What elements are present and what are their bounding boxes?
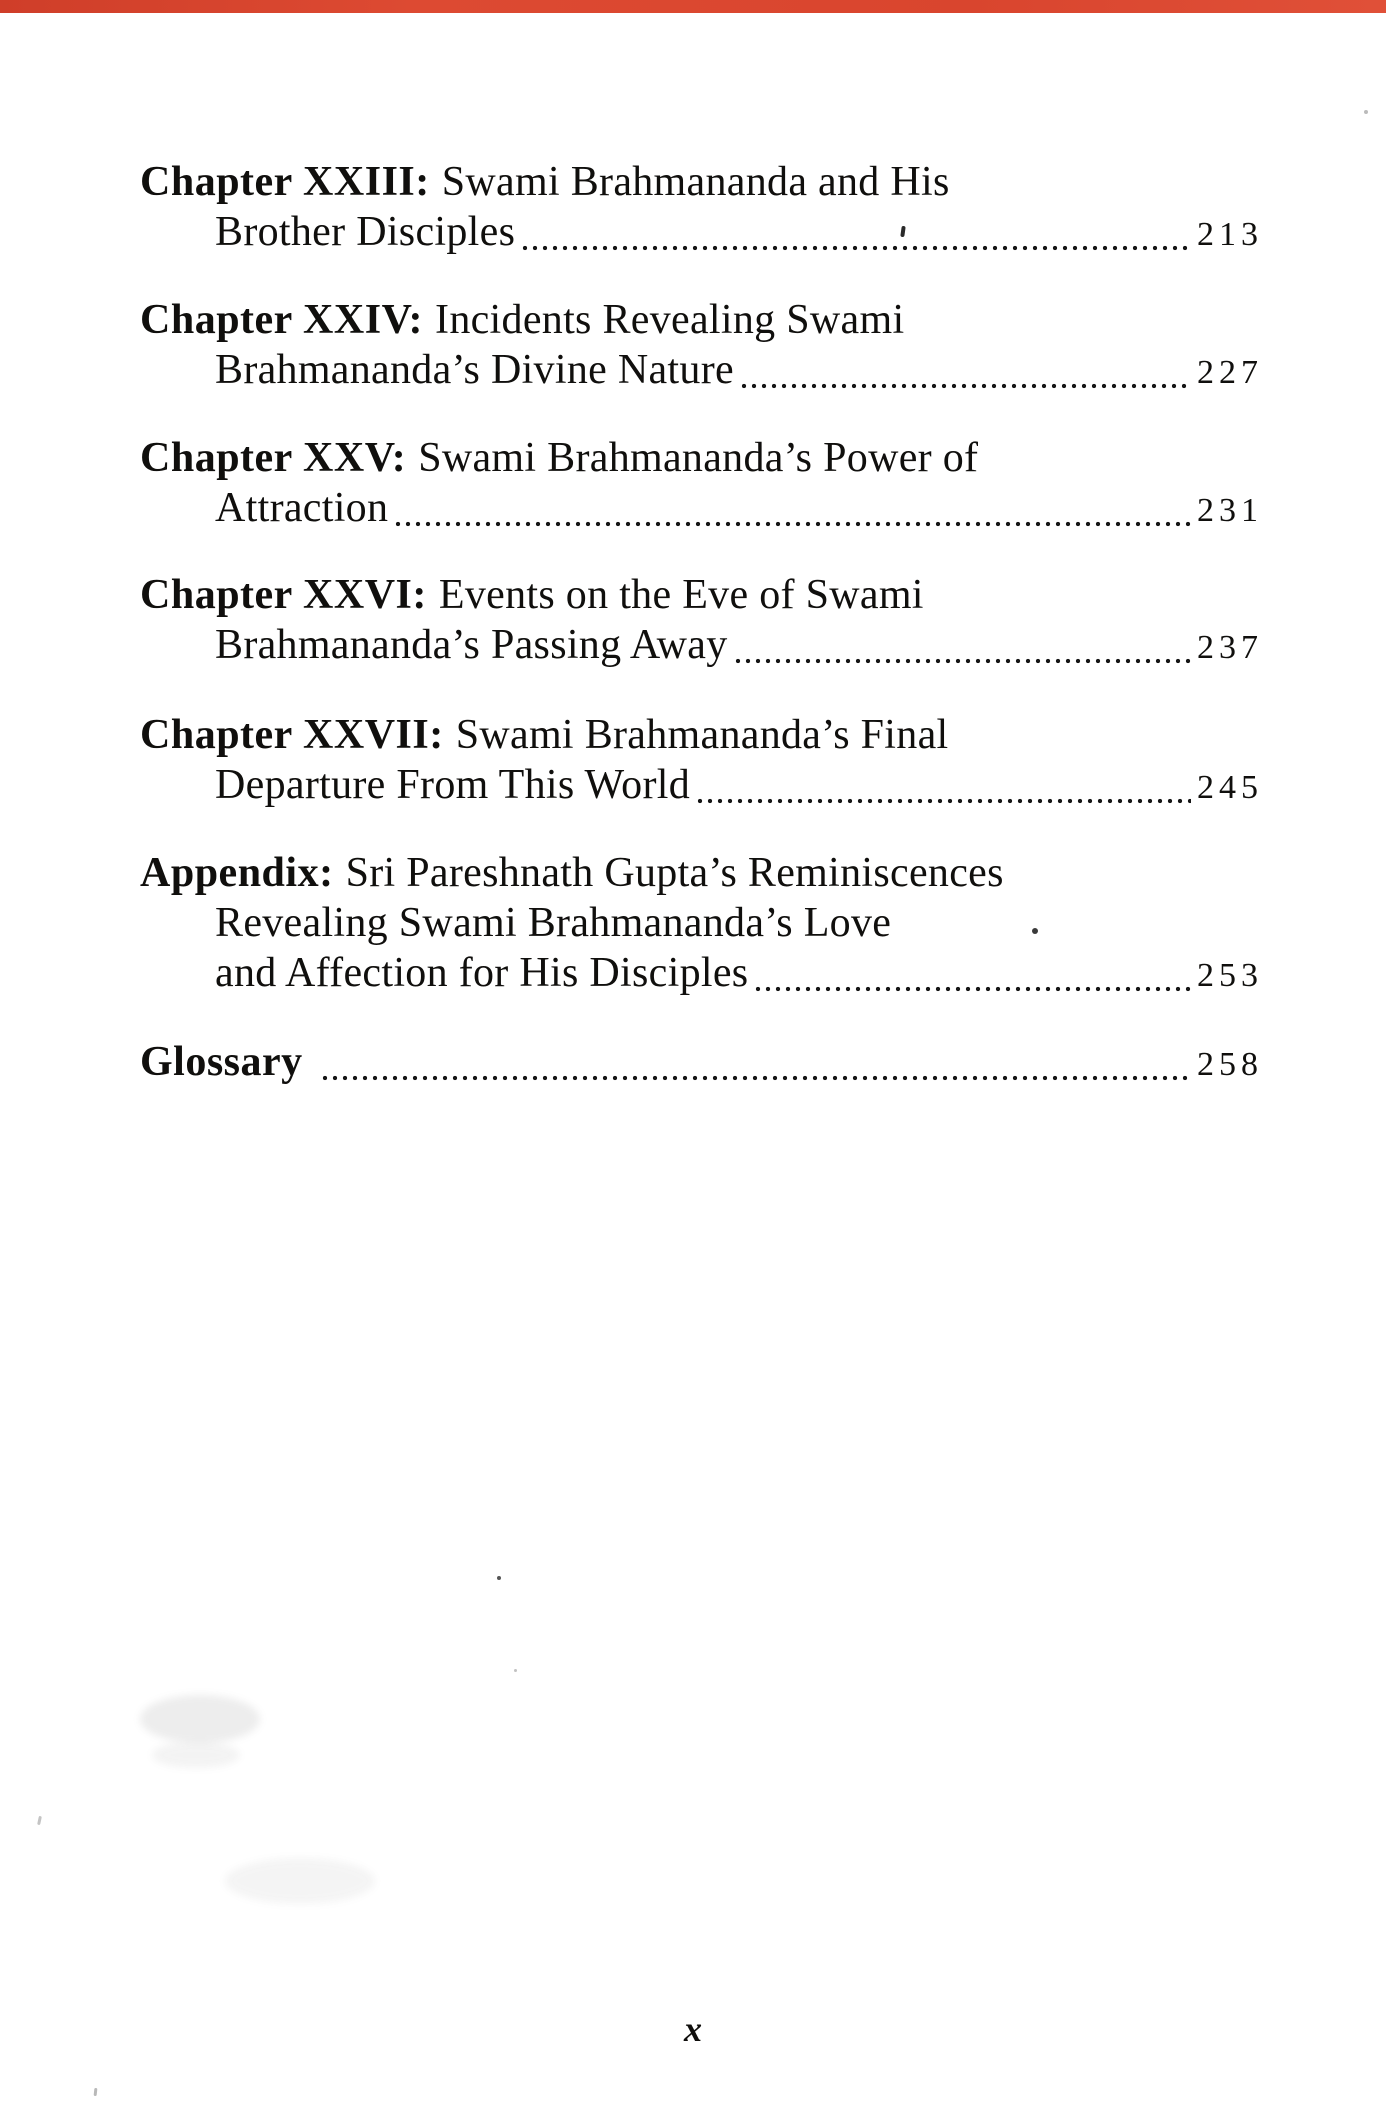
toc-entry-label: Chapter XXIII: (140, 159, 430, 205)
toc-page-number: 245 (1197, 769, 1263, 806)
toc-entry-title: Incidents Revealing Swami (435, 297, 905, 343)
toc-page-number: 227 (1197, 354, 1263, 391)
toc-entry (140, 1037, 1263, 1090)
toc-page-number: 231 (1197, 492, 1263, 529)
toc-entry-line (140, 1037, 1263, 1090)
scan-smudge (225, 1858, 375, 1904)
page-folio: x (684, 2009, 702, 2049)
toc-entry-title: Swami Brahmananda’s Final (455, 712, 949, 758)
toc-entry-title: Revealing Swami Brahmananda’s Love (215, 900, 892, 946)
toc-entry-title: Swami Brahmananda and His (441, 159, 950, 205)
toc-entry (140, 848, 1263, 1001)
dot-leader (733, 656, 1191, 666)
scan-speck (1364, 110, 1368, 114)
toc-page-number: 237 (1197, 629, 1263, 666)
scan-smudge (140, 1695, 260, 1743)
dot-leader (753, 984, 1191, 994)
toc-page-number: 258 (1197, 1046, 1263, 1083)
toc-entry-line (140, 207, 1263, 260)
toc-page-number: 213 (1197, 216, 1263, 253)
toc-entry-label: Chapter XXVI: (140, 572, 427, 618)
dot-leader (393, 519, 1191, 529)
toc-entry (140, 433, 1263, 536)
toc-entry-line (140, 848, 1258, 898)
toc-entry-line (140, 710, 1258, 760)
toc-entry-line (140, 620, 1263, 673)
toc-entry-title: Sri Pareshnath Gupta’s Reminiscences (345, 850, 1004, 896)
toc-entry (140, 157, 1263, 260)
scan-speck (94, 2088, 98, 2096)
scan-speck (37, 1816, 42, 1825)
toc-entry-label: Glossary (140, 1039, 303, 1085)
toc-entry (140, 570, 1263, 673)
dot-leader (695, 796, 1191, 806)
toc-entry-label: Chapter XXVII: (140, 712, 444, 758)
toc-entry-line (140, 483, 1263, 536)
toc-entry (140, 295, 1263, 398)
scan-speck (514, 1669, 517, 1672)
toc-entry-label: Appendix: (140, 850, 334, 896)
scan-edge-artifact-bar (0, 0, 1386, 13)
dot-leader (320, 1073, 1191, 1083)
toc-entry-line (140, 570, 1258, 620)
dot-leader (739, 381, 1191, 391)
toc-entry-line (140, 433, 1258, 483)
toc-entry (140, 710, 1263, 813)
scan-smudge (152, 1742, 240, 1768)
toc-entry-title: Brahmananda’s Divine Nature (215, 347, 734, 393)
toc-entry-title: Departure From This World (215, 762, 690, 808)
toc-entry-title: Brother Disciples (215, 209, 516, 255)
toc-entry-line (140, 898, 1258, 948)
scan-speck (1032, 928, 1038, 934)
toc-entry-title: Events on the Eve of Swami (438, 572, 924, 618)
toc-entry-title: Attraction (215, 485, 389, 531)
toc-entry-line (140, 760, 1263, 813)
toc-entry-line (140, 295, 1258, 345)
scan-speck (497, 1576, 501, 1580)
toc-entry-line (140, 345, 1263, 398)
toc-entry-title: Swami Brahmananda’s Power of (418, 435, 979, 481)
dot-leader (520, 243, 1191, 253)
toc-entry-title: and Affection for His Disciples (215, 950, 749, 996)
toc-entry-line (140, 157, 1258, 207)
toc-entry-line (140, 948, 1263, 1001)
toc-entry-label: Chapter XXIV: (140, 297, 424, 343)
toc-page-number: 253 (1197, 957, 1263, 994)
toc-entry-title: Brahmananda’s Passing Away (215, 622, 728, 668)
toc-entry-label: Chapter XXV: (140, 435, 407, 481)
